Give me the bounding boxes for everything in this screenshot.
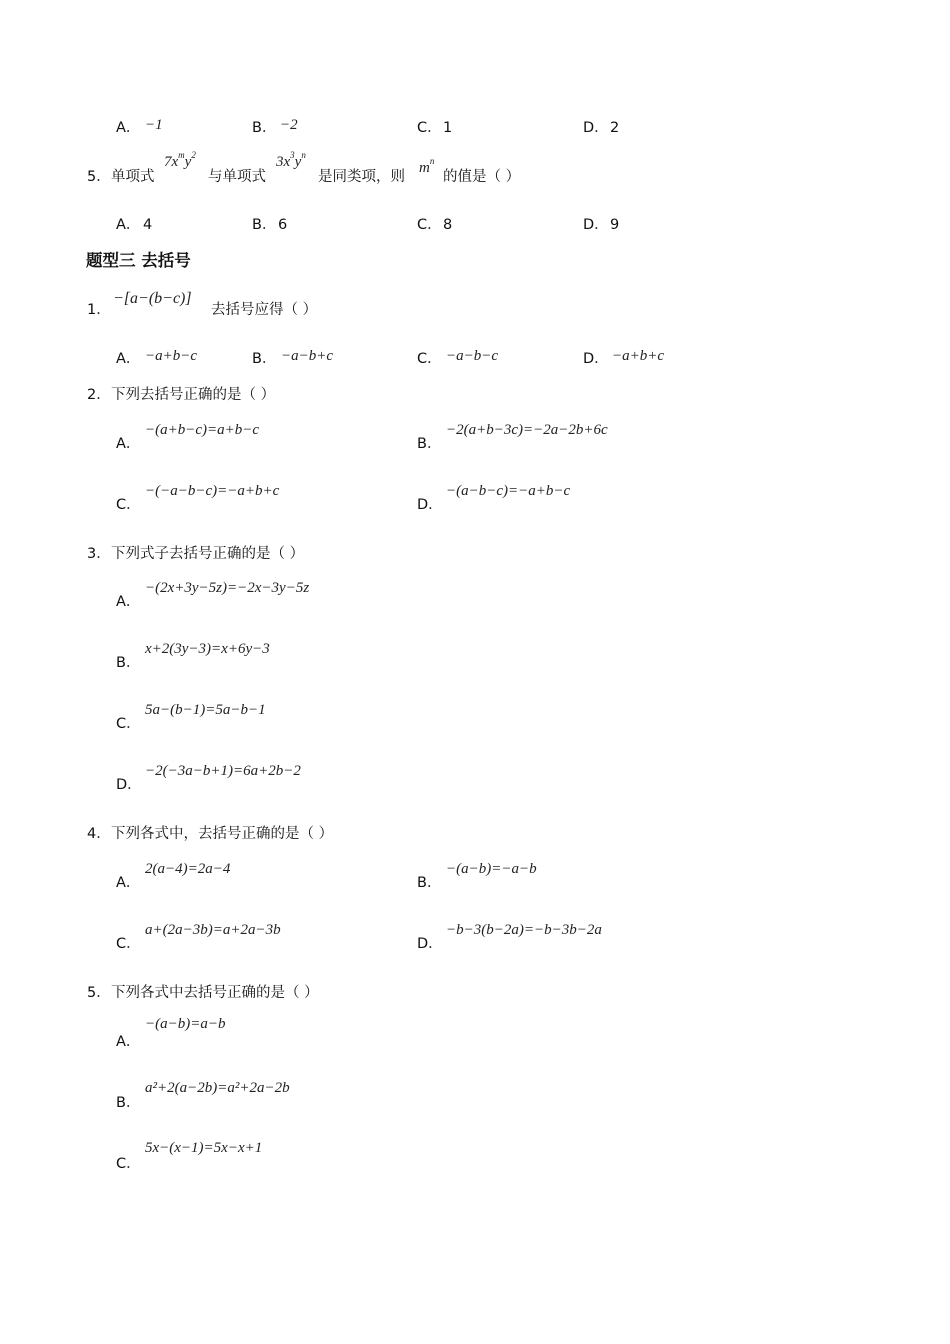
option-value: −(−a−b−c)=−a+b+c [145, 483, 280, 499]
option-label: B． [417, 875, 442, 891]
option-value: −2 [280, 117, 298, 133]
option-value: −b−3(b−2a)=−b−3b−2a [446, 922, 602, 938]
question-number: 5． [87, 985, 111, 1001]
option-label: A． [116, 1034, 141, 1050]
option-value: −2(−3a−b+1)=6a+2b−2 [145, 763, 301, 779]
question-text: 下列各式中，去括号正确的是（ ） [111, 826, 334, 842]
question-number: 2． [87, 387, 111, 403]
option-label: B． [252, 120, 277, 136]
option-value: 5a−(b−1)=5a−b−1 [145, 702, 266, 718]
question-number: 3． [87, 546, 111, 562]
option-value: x+2(3y−3)=x+6y−3 [145, 641, 270, 657]
option-label: B． [116, 1095, 141, 1111]
option-value: −2(a+b−3c)=−2a−2b+6c [446, 422, 608, 438]
option-label: D． [583, 217, 609, 233]
section-title: 题型三 去括号 [86, 251, 191, 270]
monomial-1: $7x^my^2$ [164, 150, 196, 170]
question-text: 下列式子去括号正确的是（ ） [111, 546, 305, 562]
question-text: 单项式 [111, 169, 155, 185]
option-value: −a−b−c [446, 348, 499, 364]
question-text: 下列各式中去括号正确的是（ ） [111, 985, 319, 1001]
option-value: 8 [443, 217, 453, 233]
option-label: D． [116, 777, 142, 793]
option-label: A． [116, 351, 141, 367]
option-value: a²+2(a−2b)=a²+2a−2b [145, 1080, 290, 1096]
option-value: −(2x+3y−5z)=−2x−3y−5z [145, 580, 310, 596]
question-number: 5． [87, 169, 111, 185]
option-label: D． [583, 120, 609, 136]
option-value: 6 [278, 217, 288, 233]
question-text: 与单项式 [208, 169, 266, 185]
option-value: −(a−b)=−a−b [446, 861, 537, 877]
option-label: B． [252, 217, 277, 233]
option-label: C． [116, 497, 141, 513]
expression: −[a−(b−c)] [113, 290, 192, 307]
question-text: 是同类项，则 [318, 169, 405, 185]
option-value: −a+b−c [145, 348, 198, 364]
option-label: B． [417, 436, 442, 452]
option-label: B． [116, 655, 141, 671]
option-value: 2(a−4)=2a−4 [145, 861, 231, 877]
option-label: C． [417, 217, 442, 233]
option-label: A． [116, 120, 141, 136]
question-number: 4． [87, 826, 111, 842]
option-label: C． [417, 120, 442, 136]
option-value: 5x−(x−1)=5x−x+1 [145, 1140, 263, 1156]
option-value: −(a−b)=a−b [145, 1016, 226, 1032]
option-value: 2 [610, 120, 620, 136]
option-label: D． [417, 936, 443, 952]
option-label: D． [583, 351, 609, 367]
option-value: 9 [610, 217, 620, 233]
option-label: D． [417, 497, 443, 513]
power-expression: $m^n$ [419, 156, 435, 176]
question-text: 下列去括号正确的是（ ） [111, 387, 276, 403]
option-label: A． [116, 217, 141, 233]
monomial-2: $3x^3y^n$ [276, 150, 306, 170]
option-value: a+(2a−3b)=a+2a−3b [145, 922, 281, 938]
option-value: −a+b+c [612, 348, 665, 364]
question-number: 1． [87, 302, 111, 318]
option-label: C． [417, 351, 442, 367]
option-label: A． [116, 436, 141, 452]
option-label: A． [116, 594, 141, 610]
option-label: C． [116, 716, 141, 732]
option-label: C． [116, 1156, 141, 1172]
option-label: C． [116, 936, 141, 952]
option-value: −a−b+c [281, 348, 334, 364]
question-text: 的值是（ ） [443, 169, 521, 185]
option-value: −(a+b−c)=a+b−c [145, 422, 260, 438]
option-value: 1 [443, 120, 453, 136]
option-value: −(a−b−c)=−a+b−c [446, 483, 571, 499]
option-label: A． [116, 875, 141, 891]
option-value: 4 [143, 217, 153, 233]
option-value: −1 [145, 117, 163, 133]
option-label: B． [252, 351, 277, 367]
question-text: 去括号应得（ ） [211, 302, 318, 318]
